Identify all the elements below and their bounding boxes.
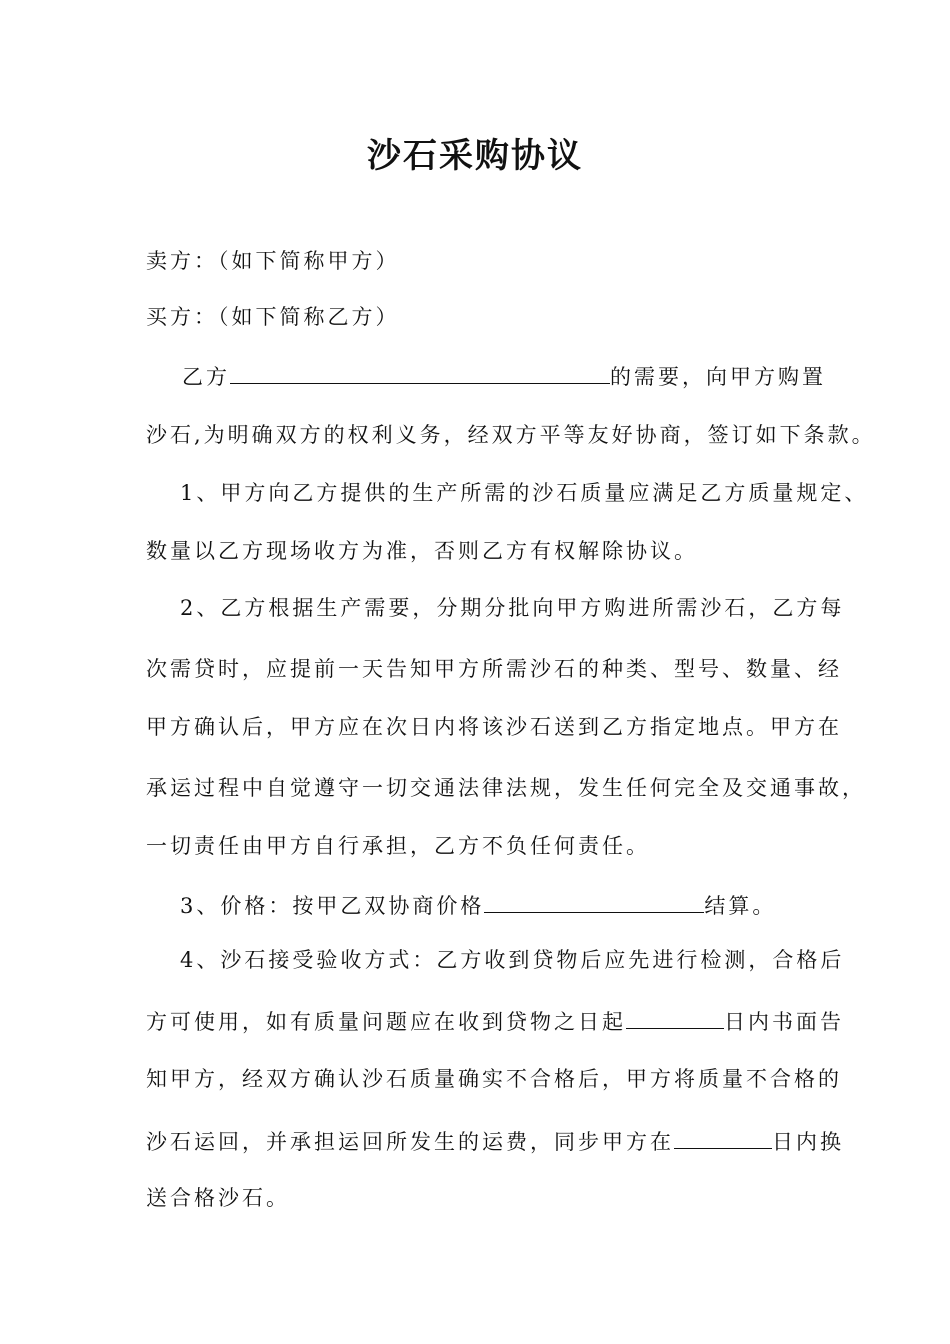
clause-4-line-3: 知甲方，经双方确认沙石质量确实不合格后，甲方将质量不合格的 xyxy=(146,1067,842,1091)
clause-1-line-1: 1、甲方向乙方提供的生产所需的沙石质量应满足乙方质量规定、 xyxy=(180,481,869,505)
intro-line-2: 沙石,为明确双方的权利义务，经双方平等友好协商，签订如下条款。 xyxy=(146,423,876,447)
name-blank-field[interactable] xyxy=(230,359,610,384)
clause-4-line-2 xyxy=(146,1004,844,1037)
clause-3-text-after-blank: 结算。 xyxy=(704,894,777,918)
days-replace-blank-field[interactable] xyxy=(674,1124,772,1149)
clause-3-line xyxy=(180,888,776,921)
clause-1-line-2: 数量以乙方现场收方为准，否则乙方有权解除协议。 xyxy=(146,539,698,563)
clause-2-line-1: 2、乙方根据生产需要，分期分批向甲方购进所需沙石，乙方每 xyxy=(180,596,845,620)
clause-4-text-before-blank: 方可使用，如有质量问题应在收到贷物之日起 xyxy=(146,1010,626,1034)
intro-text-before-blank: 乙方 xyxy=(182,365,230,389)
days-notice-blank-field[interactable] xyxy=(626,1004,724,1029)
clause-4-line-4-before-blank: 沙石运回，并承担运回所发生的运费，同步甲方在 xyxy=(146,1130,674,1154)
intro-text-after-blank: 的需要，向甲方购置 xyxy=(610,365,826,389)
clause-4-line-4 xyxy=(146,1124,844,1157)
clause-4-line-5: 送合格沙石。 xyxy=(146,1186,290,1210)
document-title: 沙石采购协议 xyxy=(367,136,583,176)
clause-2-line-5: 一切责任由甲方自行承担，乙方不负任何责任。 xyxy=(146,834,650,858)
clause-3-text-before-blank: 3、价格：按甲乙双协商价格 xyxy=(180,894,485,918)
clause-4-line-1: 4、沙石接受验收方式：乙方收到贷物后应先进行检测，合格后 xyxy=(180,948,845,972)
price-blank-field[interactable] xyxy=(484,888,704,913)
clause-4-line-4-after-blank: 日内换 xyxy=(772,1130,844,1154)
buyer-line: 买方：（如下简称乙方） xyxy=(146,305,400,329)
seller-line: 卖方：（如下简称甲方） xyxy=(146,249,400,273)
clause-4-text-after-blank: 日内书面告 xyxy=(724,1010,844,1034)
clause-2-line-3: 甲方确认后，甲方应在次日内将该沙石送到乙方指定地点。甲方在 xyxy=(146,715,842,739)
intro-line-1 xyxy=(182,359,826,392)
clause-2-line-2: 次需贷时，应提前一天告知甲方所需沙石的种类、型号、数量、经 xyxy=(146,657,842,681)
clause-2-line-4: 承运过程中自觉遵守一切交通法律法规，发生任何完全及交通事故， xyxy=(146,776,866,800)
